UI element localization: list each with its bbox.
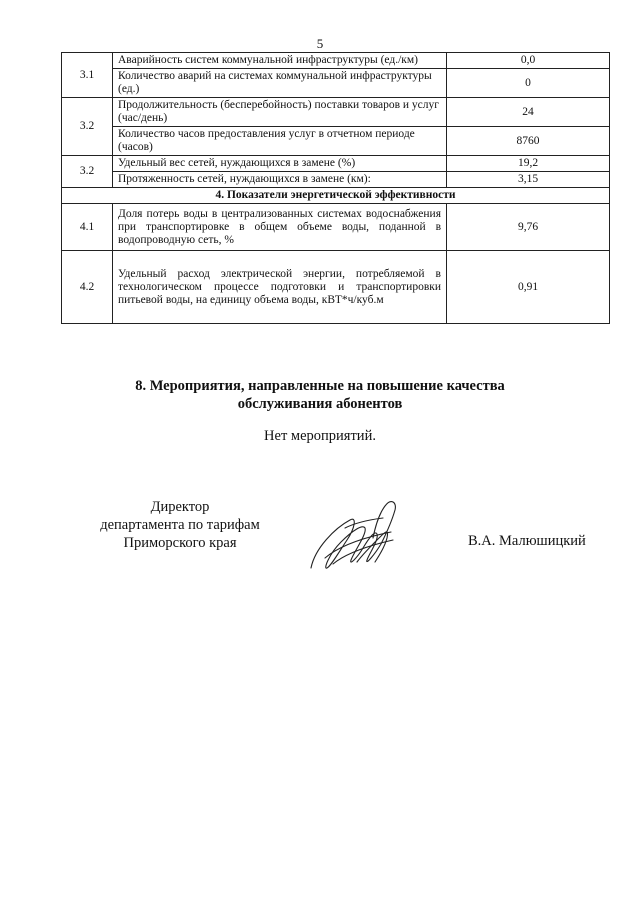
indicator-name-cell: Количество часов предоставления услуг в отчетном периоде (часов) [113,127,447,156]
handwritten-signature [305,488,405,578]
indicator-name-cell: Количество аварий на системах коммунальной инфраструктуры (ед.) [113,69,447,98]
indicator-value-cell: 24 [447,98,610,127]
indicator-name-cell: Аварийность систем коммунальной инфраструктуры (ед./км) [113,53,447,69]
indicator-value-cell: 0,91 [447,251,610,324]
table-row [62,69,610,98]
table-row [62,156,610,172]
indicator-name-cell: Протяженность сетей, нуждающихся в замене (км): [113,172,447,188]
row-number-cell: 4.2 [62,251,113,324]
signatory-position-line1: Директор [150,499,210,515]
table-row [62,127,610,156]
no-measures-text: Нет мероприятий. [264,428,376,444]
indicator-name-cell: Доля потерь воды в централизованных системах водоснабжения при транспортировке в общем объеме воды, поданной в водопроводную сеть, % [113,204,447,251]
signatory-position [85,498,275,552]
indicator-name-cell: Удельный вес сетей, нуждающихся в замене (%) [113,156,447,172]
section-8-title-line2: обслуживания абонентов [237,396,403,412]
row-number-cell: 3.2 [62,98,113,156]
indicator-value-cell: 9,76 [447,204,610,251]
row-number-cell: 3.1 [62,53,113,98]
indicator-value-cell: 0,0 [447,53,610,69]
indicators-table [61,52,610,324]
row-number-cell: 4.1 [62,204,113,251]
indicator-value-cell: 19,2 [447,156,610,172]
indicator-value-cell: 0 [447,69,610,98]
section-8-title-line1: 8. Мероприятия, направленные на повышение качества [135,378,505,394]
section-8-title [0,377,640,413]
indicator-value-cell: 3,15 [447,172,610,188]
table-section-title: 4. Показатели энергетической эффективности [62,188,610,204]
table-row [62,53,610,69]
table-row [62,251,610,324]
indicator-name-cell: Удельный расход электрической энергии, потребляемой в технологическом процессе подготовки и транспортировки питьевой воды, на единицу объема воды, кВТ*ч/куб.м [113,251,447,324]
signatory-name: В.А. Малюшицкий [468,533,586,549]
indicator-name-cell: Продолжительность (бесперебойность) поставки товаров и услуг (час/день) [113,98,447,127]
page-number: 5 [316,36,324,51]
row-number-cell: 3.2 [62,156,113,188]
signatory-position-line3: Приморского края [123,535,237,551]
signatory-position-line2: департамента по тарифам [100,517,260,533]
table-section-row [62,188,610,204]
table-row [62,172,610,188]
signature-icon [305,488,405,578]
indicator-value-cell: 8760 [447,127,610,156]
table-row [62,204,610,251]
table-row [62,98,610,127]
